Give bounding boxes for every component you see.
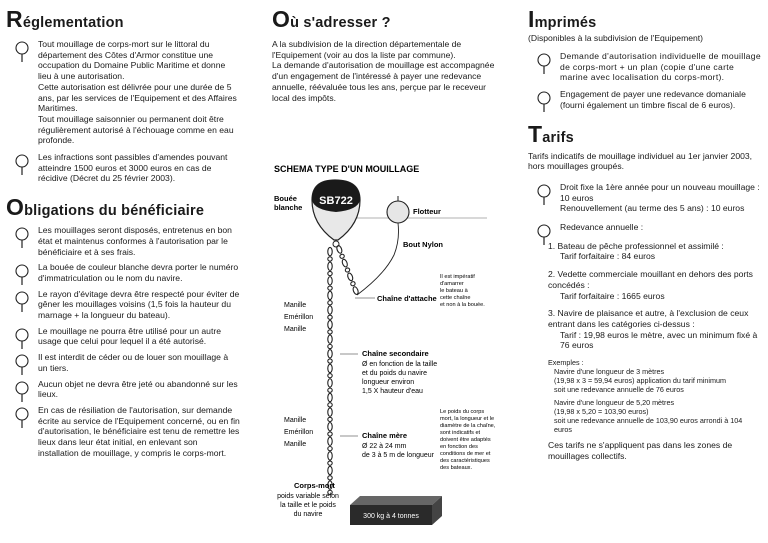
label-corps-mort: Corps-mort — [294, 481, 335, 490]
buoy-pin-icon — [14, 227, 30, 249]
corps-desc-line: du navire — [293, 511, 323, 518]
label-manille: Manille — [284, 441, 307, 448]
label-flotteur: Flotteur — [413, 207, 441, 216]
concrete-block — [350, 496, 442, 525]
reglementation-title: Réglementation — [6, 6, 124, 32]
chain-link — [328, 466, 332, 474]
right-column — [528, 0, 762, 543]
label-manille: Manille — [284, 417, 307, 424]
white-buoy — [312, 180, 360, 247]
chain-link — [328, 476, 332, 480]
left-column — [6, 0, 240, 543]
note-mere-line: diamètre de la chaîne, — [440, 423, 496, 429]
buoy-pin-icon — [14, 407, 30, 429]
tarifs-title: Tarifs — [528, 120, 574, 147]
chain-link — [345, 267, 351, 272]
adresser-text: A la subdivision de la direction départementale de l'Equipement (voir au dos la liste par commune). La demande d'autorisation de mouillage est accompagnée d'un engagement de l'intéressé à payer une redevance annuelle, réévaluée tous les ans, perçue par le receveur local des impôts. — [272, 39, 495, 103]
chain-link — [328, 286, 332, 290]
middle-column — [272, 0, 500, 543]
label-chaine-secondaire: Chaîne secondaire — [362, 349, 429, 358]
obligation-item: Le rayon d'évitage devra être respecté pour éviter de gêner les mouillages voisins (1,5 fois la hauteur du marnage + la longueur du bateau). — [6, 289, 240, 321]
note-mere-line: Le poids du corps — [440, 409, 485, 415]
obligation-item: Aucun objet ne devra être jeté ou abandonné sur les lieux. — [6, 379, 240, 400]
secondaire-desc-line: et du poids du navire — [362, 370, 427, 377]
chain-link — [328, 271, 332, 275]
imprimes-title: Imprimés — [528, 6, 597, 32]
chain-link — [328, 408, 332, 416]
tarif-droit-item: Droit fixe la 1ère année pour un nouveau mouillage : 10 euros Renouvellement (au terme des 5 ans) : 10 euros — [528, 182, 762, 214]
block-label: 300 kg à 4 tonnes — [363, 513, 419, 520]
label-bouee: Bouée — [274, 194, 297, 203]
buoy-pin-icon — [14, 328, 30, 350]
exemples-block: Exemples : Navire d'une longueur de 3 mètres (19,98 x 3 = 59,94 euros) application du tarif minimum soit une redevance annuelle de 76 euros Navire d'une longueur de 5,20 mètres (19,98 x 5,20 = 103,90 euros) soit une redevance annuelle de 103,90 euros arrondi à 104 euros — [548, 358, 743, 435]
attach-chain — [336, 245, 359, 295]
note-mere-line: mort, la longueur et le — [440, 416, 495, 422]
chain-link — [328, 335, 332, 343]
float — [387, 196, 409, 223]
label-manille: Manille — [284, 326, 307, 333]
vertical-chain — [328, 247, 332, 494]
secondaire-desc-line: longueur environ — [362, 379, 415, 386]
buoy-pin-icon — [536, 91, 552, 113]
label-chaine-attache: Chaîne d'attache — [377, 294, 437, 303]
nylon-rope — [357, 223, 399, 295]
chain-link — [350, 281, 356, 286]
chain-link — [328, 388, 332, 392]
secondaire-desc — [362, 361, 437, 395]
chain-link — [328, 277, 332, 285]
chain-link — [352, 286, 359, 295]
chain-link — [328, 320, 332, 328]
note-attache-line: cette chaîne — [440, 295, 471, 301]
chain-link — [328, 393, 332, 401]
chain-link — [341, 259, 348, 268]
chain-link — [328, 379, 332, 387]
tarifs-intro: Tarifs indicatifs de mouillage individuel au 1er janvier 2003, hors mouillages groupés. — [528, 150, 753, 172]
note-mere-line: conditions de mer et — [440, 451, 491, 457]
mere-desc — [362, 443, 435, 459]
chain-link — [328, 461, 332, 465]
chain-link — [328, 344, 332, 348]
label-emerillon: Emérillon — [284, 314, 314, 321]
note-attache-line: Il est impératif — [440, 274, 475, 280]
chain-link — [328, 291, 332, 299]
buoy-pin-icon — [14, 264, 30, 286]
chain-link — [328, 301, 332, 305]
adresser-title: Où s'adresser ? — [272, 6, 391, 32]
label-bout-nylon: Bout Nylon — [403, 240, 443, 249]
redevance-entry: 1. Bateau de pêche professionnel et assimilé : Tarif forfaitaire : 84 euros — [548, 240, 724, 262]
tarif-redevance-item: Redevance annuelle : — [528, 222, 762, 233]
obligation-item: Le mouillage ne pourra être utilisé pour un autre usage que celui pour lequel il a été autorisé. — [6, 326, 240, 347]
buoy-pin-icon — [14, 41, 30, 63]
reglementation-item: Tout mouillage de corps-mort sur le littoral du département des Côtes d'Armor constitue une occupation du Domaine Public Maritime et donne lieu à une autorisation. Cette autorisation est délivrée pour une durée de 5 ans, par les services de l'Equipement et des Affaires Maritimes. Tout mouillage saisonnier ou permanent doit être régulièrement autorisé à l'échouage comme en eau profonde. — [6, 39, 240, 146]
chain-link — [328, 432, 332, 436]
obligation-item: Les mouillages seront disposés, entretenus en bon état et maintenus conformes à l'autorisation par le bénéficiaire et à ses frais. — [6, 225, 240, 257]
note-attache-line: d'amarrer — [440, 281, 464, 287]
chain-link — [328, 315, 332, 319]
redevance-entry: 2. Vedette commerciale mouillant en dehors des ports concédés : Tarif forfaitaire : 1665 euros — [548, 269, 753, 301]
chain-link — [328, 306, 332, 314]
buoy-pin-icon — [14, 154, 30, 176]
mooring-diagram — [272, 160, 502, 540]
label-blanche: blanche — [274, 203, 303, 212]
buoy-number: SB722 — [319, 195, 353, 207]
corps-desc-line: poids variable selon — [277, 493, 339, 500]
tarifs-closing: Ces tarifs ne s'appliquent pas dans les zones de mouillages collectifs. — [548, 440, 733, 461]
chain-link — [328, 350, 332, 358]
note-mere-line: des caractéristiques — [440, 458, 490, 464]
buoy-pin-icon — [14, 354, 30, 376]
label-emerillon: Emérillon — [284, 429, 314, 436]
obligations-title: Obligations du bénéficiaire — [6, 194, 205, 221]
chain-link — [328, 452, 332, 460]
secondaire-desc-line: Ø en fonction de la taille — [362, 361, 438, 368]
chain-link — [336, 245, 343, 254]
corps-desc — [277, 493, 339, 518]
chain-link — [328, 262, 332, 270]
chain-link — [328, 257, 332, 261]
obligation-item: En cas de résiliation de l'autorisation, sur demande écrite au service de l'Equipement concerné, ou en fin d'autorisation, le bénéficiaire est tenu de remettre les lieux dans leur état initial, en enlevant son installation de mouillage, y compris le corps-mort. — [6, 405, 240, 459]
note-attache — [440, 274, 485, 308]
obligation-item: Il est interdit de céder ou de louer son mouillage à un tiers. — [6, 352, 240, 373]
chain-link — [328, 364, 332, 372]
chain-link — [328, 417, 332, 421]
buoy-pin-icon — [14, 291, 30, 313]
note-mere — [440, 409, 496, 471]
buoy-pin-icon — [536, 224, 552, 246]
note-mere-line: sont indicatifs et — [440, 430, 481, 436]
redevance-entry: 3. Navire de plaisance et autre, à l'exclusion de ceux entrant dans les catégories ci-dessus : Tarif : 19,98 euros le mètre, avec un minimum fixé à 76 euros — [548, 308, 758, 351]
reglementation-item: Les infractions sont passibles d'amendes pouvant atteindre 1500 euros et 3000 euros en cas de récidive (Décret du 25 février 2003). — [6, 152, 240, 184]
chain-link — [328, 330, 332, 334]
chain-link — [328, 423, 332, 431]
obligation-item: La bouée de couleur blanche devra porter le numéro d'immatriculation ou le nom du navire. — [6, 262, 240, 283]
imprimes-subtitle: (Disponibles à la subdivision de l'Equipement) — [528, 33, 704, 43]
corps-desc-line: la taille et le poids — [280, 502, 336, 509]
chain-link — [347, 272, 354, 281]
schema-title: SCHEMA TYPE D'UN MOUILLAGE — [274, 164, 420, 174]
note-mere-line: doivent être adaptés — [440, 437, 491, 443]
secondaire-desc-line: 1,5 X hauteur d'eau — [362, 388, 423, 395]
buoy-pin-icon — [536, 184, 552, 206]
note-mere-line: en fonction des — [440, 444, 478, 450]
label-chaine-mere: Chaîne mère — [362, 431, 408, 440]
buoy-pin-icon — [14, 381, 30, 403]
chain-link — [328, 247, 332, 255]
chain-link — [328, 374, 332, 378]
imprime-item: Engagement de payer une redevance domaniale (fourni également un timbre fiscal de 6 euros). — [528, 89, 762, 110]
mere-desc-line: Ø 22 à 24 mm — [362, 443, 407, 450]
chain-link — [328, 359, 332, 363]
chain-link — [328, 446, 332, 450]
note-attache-line: et non à la bouée. — [440, 302, 485, 308]
buoy-pin-icon — [536, 53, 552, 75]
redevance-list — [528, 241, 762, 351]
chain-link — [339, 254, 345, 259]
note-mere-line: des bateaux. — [440, 465, 473, 471]
note-attache-line: le bateau à — [440, 288, 468, 294]
chain-link — [328, 403, 332, 407]
imprime-item: Demande d'autorisation individuelle de mouillage de corps-mort + un plan (copie d'une carte marine avec localisation du corps-mort). — [528, 51, 762, 83]
chain-link — [328, 437, 332, 445]
mere-desc-line: de 3 à 5 m de longueur — [362, 452, 434, 459]
label-manille: Manille — [284, 302, 307, 309]
